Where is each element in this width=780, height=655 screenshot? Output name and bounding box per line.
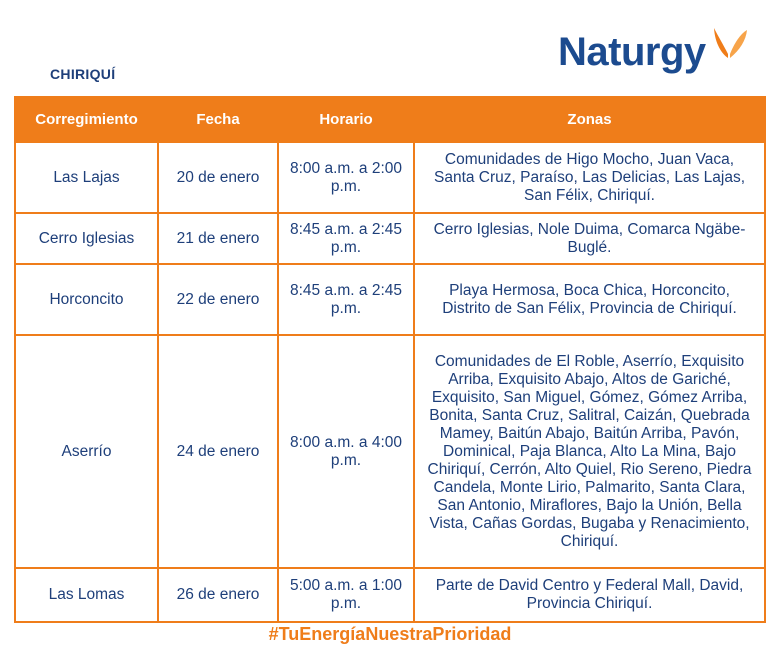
table-row <box>15 568 765 622</box>
schedule-table <box>14 96 766 623</box>
table-row <box>15 335 765 568</box>
cell-fecha: 26 de enero <box>158 568 278 622</box>
header-horario: Horario <box>278 97 414 142</box>
logo-wordmark: Naturgy <box>558 30 706 74</box>
cell-zonas: Comunidades de El Roble, Aserrío, Exquisito Arriba, Exquisito Abajo, Altos de Gariché, Exquisito, San Miguel, Gómez, Gómez Arriba, Bonita, Santa Cruz, Salitral, Caizán, Quebrada Mamey, Baitún Abajo, Baitún Arriba, Pavón, Dominical, Paja Blanca, Alto La Mina, Bajo Chiriquí, Cerrón, Alto Quiel, Rio Sereno, Piedra Candela, Monte Lirio, Palmarito, Santa Clara, San Antonio, Miraflores, Bajo la Unión, Bella Vista, Cañas Gordas, Bugaba y Renacimiento, Chiriquí. <box>414 335 765 568</box>
cell-fecha: 22 de enero <box>158 264 278 335</box>
cell-fecha: 24 de enero <box>158 335 278 568</box>
campaign-hashtag: #TuEnergíaNuestraPrioridad <box>268 624 512 644</box>
cell-fecha: 21 de enero <box>158 213 278 264</box>
cell-corregimiento: Aserrío <box>15 335 158 568</box>
cell-horario: 8:45 a.m. a 2:45 p.m. <box>278 213 414 264</box>
header-fecha: Fecha <box>158 97 278 142</box>
naturgy-logo <box>558 24 748 80</box>
cell-corregimiento: Las Lajas <box>15 142 158 213</box>
table-row <box>15 213 765 264</box>
cell-horario: 8:00 a.m. a 2:00 p.m. <box>278 142 414 213</box>
header-zonas: Zonas <box>414 97 765 142</box>
cell-horario: 8:00 a.m. a 4:00 p.m. <box>278 335 414 568</box>
cell-zonas: Cerro Iglesias, Nole Duima, Comarca Ngäbe-Buglé. <box>414 213 765 264</box>
header-corregimiento: Corregimiento <box>15 97 158 142</box>
butterfly-icon <box>710 24 748 68</box>
cell-corregimiento: Cerro Iglesias <box>15 213 158 264</box>
cell-corregimiento: Horconcito <box>15 264 158 335</box>
cell-corregimiento: Las Lomas <box>15 568 158 622</box>
table-header-row <box>15 97 765 142</box>
cell-zonas: Comunidades de Higo Mocho, Juan Vaca, Santa Cruz, Paraíso, Las Delicias, Las Lajas, San Félix, Chiriquí. <box>414 142 765 213</box>
region-title: CHIRIQUÍ <box>50 66 116 82</box>
cell-zonas: Playa Hermosa, Boca Chica, Horconcito, Distrito de San Félix, Provincia de Chiriquí. <box>414 264 765 335</box>
table-row <box>15 142 765 213</box>
cell-horario: 8:45 a.m. a 2:45 p.m. <box>278 264 414 335</box>
cell-fecha: 20 de enero <box>158 142 278 213</box>
cell-zonas: Parte de David Centro y Federal Mall, David, Provincia Chiriquí. <box>414 568 765 622</box>
table-row <box>15 264 765 335</box>
cell-horario: 5:00 a.m. a 1:00 p.m. <box>278 568 414 622</box>
